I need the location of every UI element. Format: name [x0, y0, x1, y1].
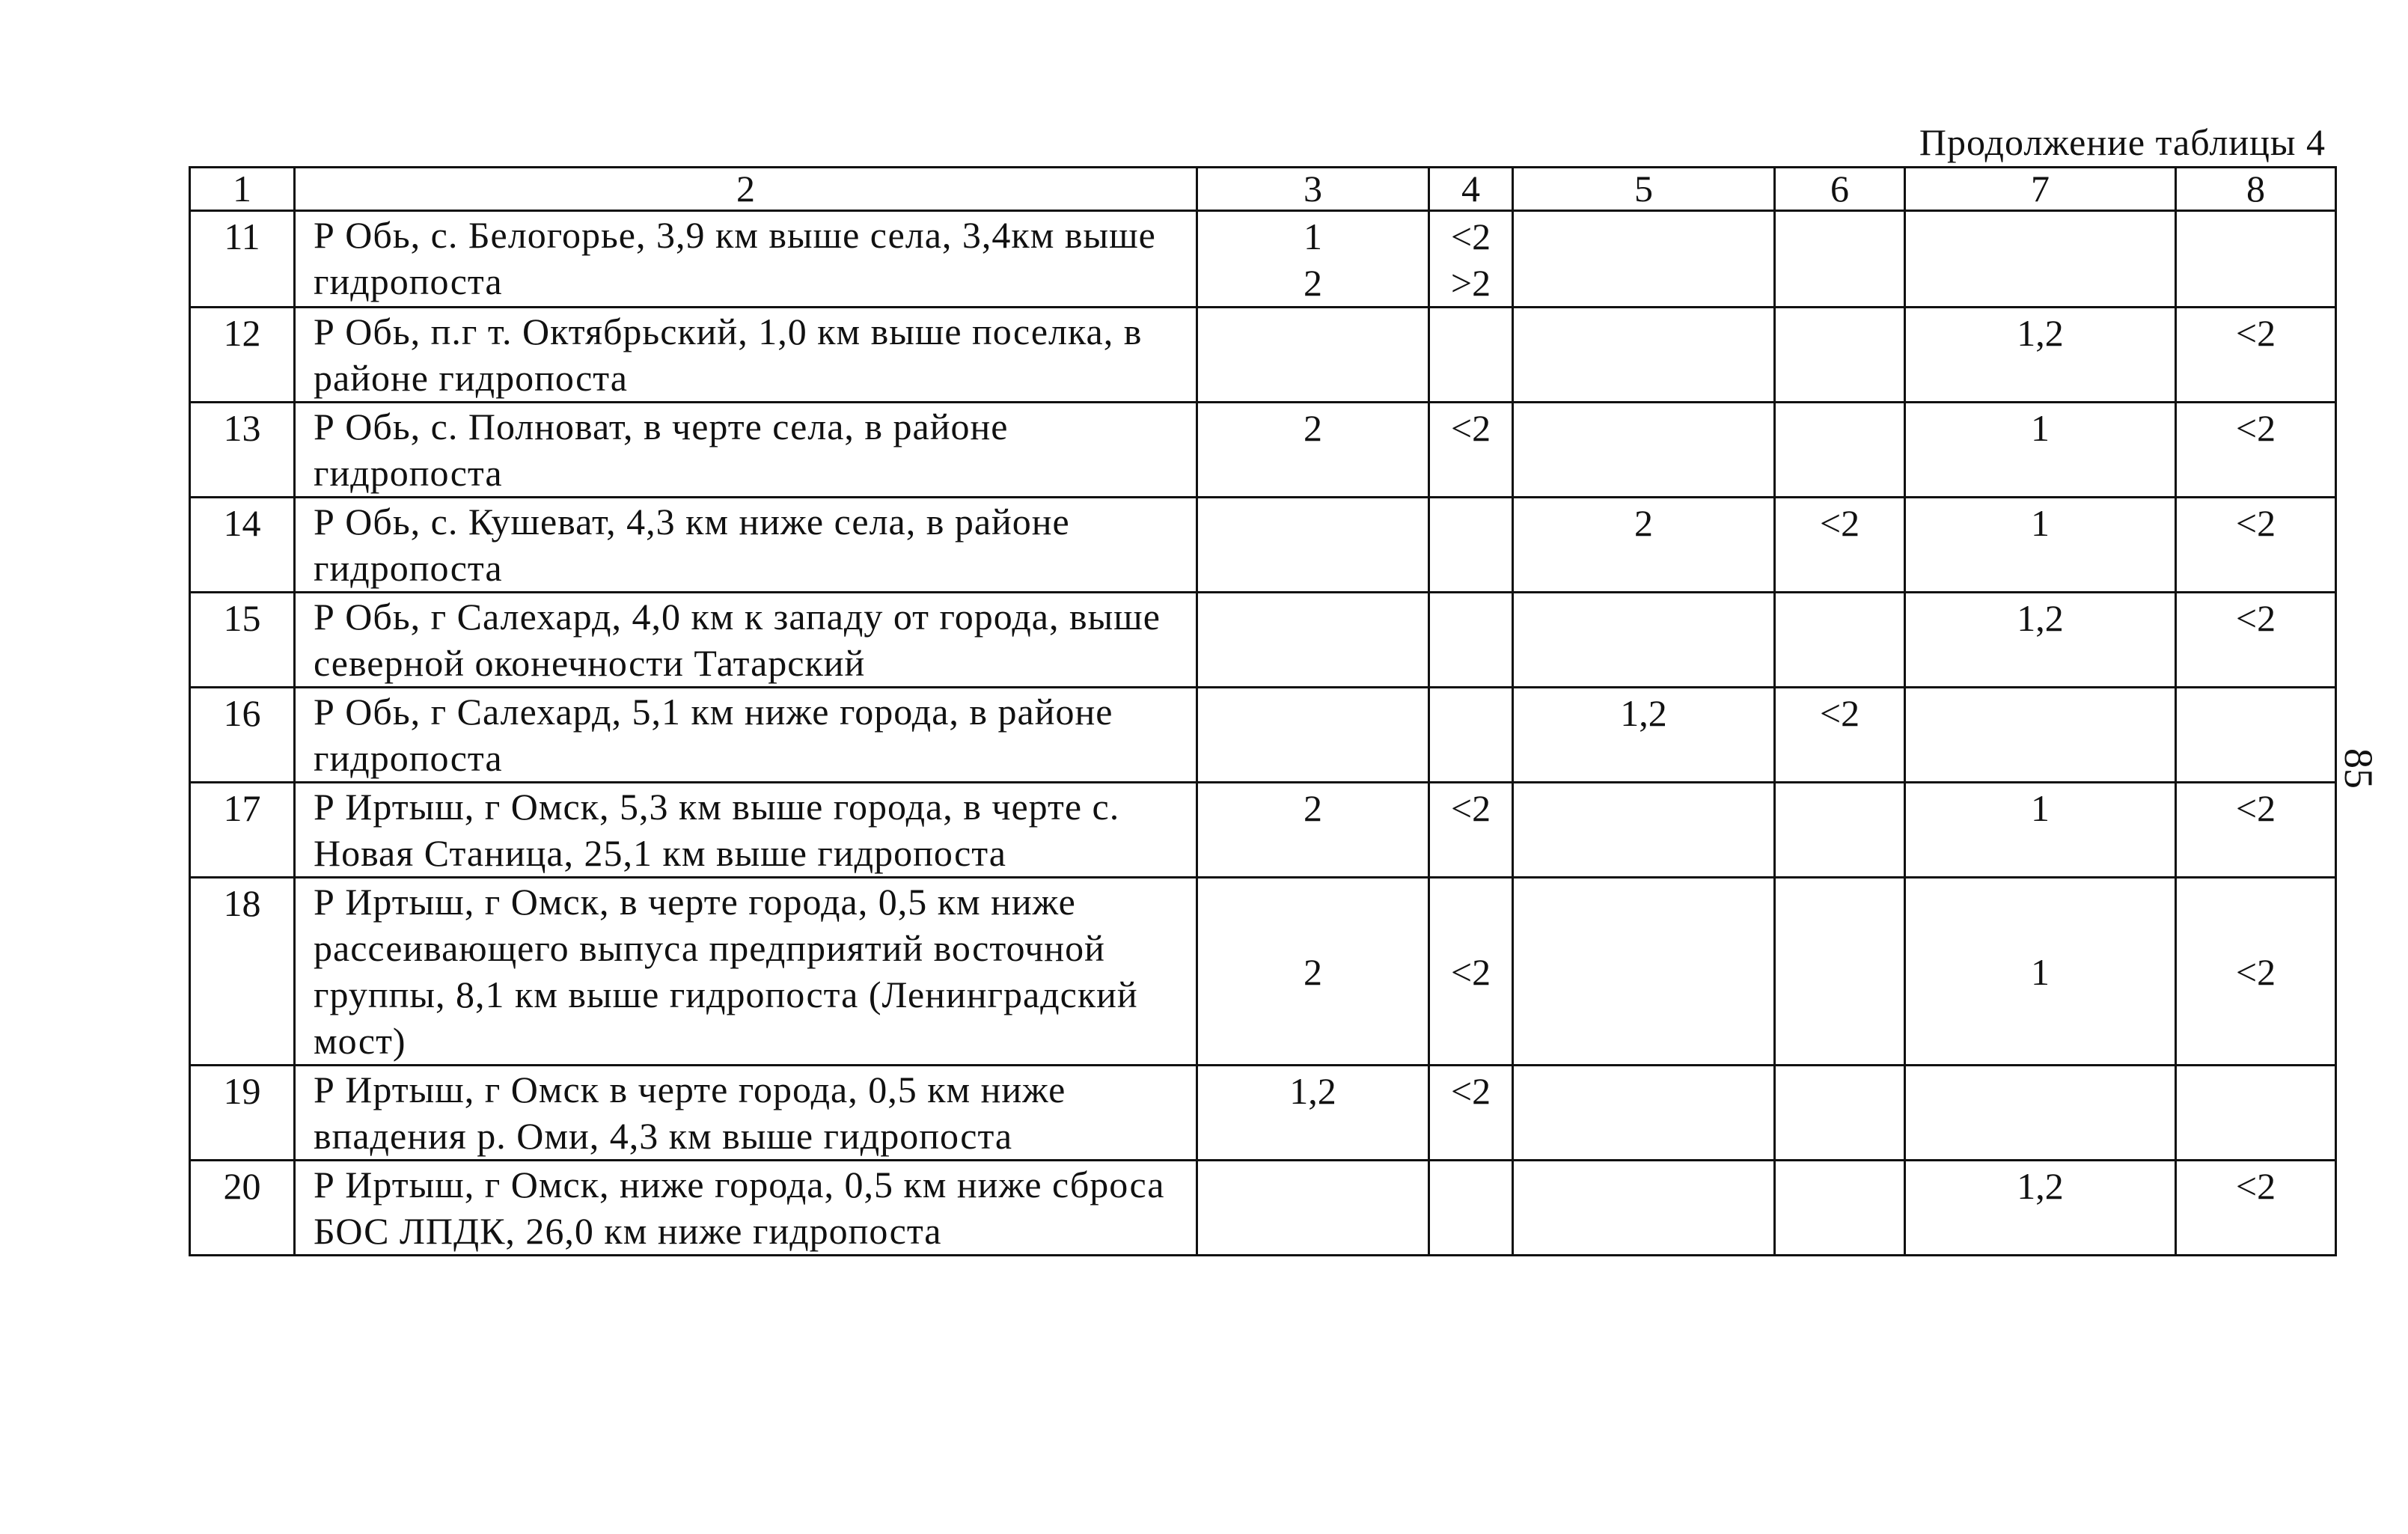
cell-col-6	[1775, 1066, 1905, 1161]
cell-value: 1,2	[2017, 312, 2064, 354]
cell-value: <2	[1450, 407, 1491, 449]
cell-value: 2	[1634, 502, 1653, 544]
cell-col-4	[1429, 878, 1513, 1066]
cell-col-5	[1513, 498, 1775, 593]
cell-col-8	[2176, 783, 2336, 878]
cell-value: <2	[2235, 407, 2276, 449]
station-description: Р Иртыш, г Омск в черте города, 0,5 км ниже впадения р. Оми, 4,3 км выше гидропоста	[295, 1066, 1197, 1161]
cell-col-6	[1775, 783, 1905, 878]
station-description: Р Иртыш, г Омск, ниже города, 0,5 км ниже сброса БОС ЛПДК, 26,0 км ниже гидропоста	[295, 1161, 1197, 1256]
stations-table	[189, 166, 2337, 1256]
table-row	[190, 688, 2336, 783]
column-header-2: 2	[295, 168, 1197, 211]
station-description: Р Обь, г Салехард, 4,0 км к западу от города, выше северной оконечности Татарский	[295, 593, 1197, 688]
cell-col-3	[1197, 688, 1429, 783]
cell-col-5	[1513, 593, 1775, 688]
cell-col-8	[2176, 498, 2336, 593]
cell-col-8	[2176, 878, 2336, 1066]
cell-value: <2	[2235, 312, 2276, 354]
row-number: 17	[190, 783, 295, 878]
cell-value: 1	[2031, 502, 2050, 544]
cell-col-5	[1513, 783, 1775, 878]
column-header-6: 6	[1775, 168, 1905, 211]
cell-value: <2	[2235, 597, 2276, 639]
cell-col-3	[1197, 593, 1429, 688]
cell-col-4	[1429, 783, 1513, 878]
station-description: Р Обь, с. Белогорье, 3,9 км выше села, 3,4км выше гидропоста	[295, 211, 1197, 308]
table-row	[190, 1066, 2336, 1161]
cell-col-4	[1429, 498, 1513, 593]
cell-col-5	[1513, 308, 1775, 403]
cell-value: <2	[2235, 502, 2276, 544]
cell-col-7	[1905, 688, 2176, 783]
table-row	[190, 403, 2336, 498]
cell-value: 1,2	[1289, 1070, 1336, 1112]
cell-col-7	[1905, 593, 2176, 688]
column-header-8: 8	[2176, 168, 2336, 211]
table-row	[190, 593, 2336, 688]
cell-col-6	[1775, 593, 1905, 688]
table-row	[190, 1161, 2336, 1256]
cell-value: <2	[1450, 951, 1491, 993]
column-header-3: 3	[1197, 168, 1429, 211]
cell-value: 2	[1304, 787, 1322, 829]
cell-col-7	[1905, 403, 2176, 498]
cell-value: 1,2	[2017, 1165, 2064, 1207]
table-row	[190, 308, 2336, 403]
cell-col-4	[1429, 403, 1513, 498]
cell-col-8	[2176, 308, 2336, 403]
row-number: 18	[190, 878, 295, 1066]
cell-col-7	[1905, 1066, 2176, 1161]
station-description: Р Иртыш, г Омск, в черте города, 0,5 км ниже рассеивающего выпуса предприятий восточной группы, 8,1 км выше гидропоста (Ленинградский мост)	[295, 878, 1197, 1066]
station-description: Р Обь, п.г т. Октябрьский, 1,0 км выше поселка, в районе гидропоста	[295, 308, 1197, 403]
column-header-4: 4	[1429, 168, 1513, 211]
cell-value: 1,2	[1620, 692, 1667, 734]
cell-col-5	[1513, 878, 1775, 1066]
cell-value: 1	[2031, 787, 2050, 829]
cell-col-5	[1513, 211, 1775, 308]
table-row	[190, 783, 2336, 878]
cell-col-6	[1775, 878, 1905, 1066]
row-number: 14	[190, 498, 295, 593]
page-number: 85	[2336, 748, 2381, 789]
cell-value: 2	[1304, 262, 1322, 304]
row-number: 16	[190, 688, 295, 783]
station-description: Р Обь, г Салехард, 5,1 км ниже города, в районе гидропоста	[295, 688, 1197, 783]
cell-value: <2	[1450, 1070, 1491, 1112]
cell-col-6	[1775, 688, 1905, 783]
table-body	[190, 211, 2336, 1256]
cell-value: >2	[1450, 262, 1491, 304]
table-row	[190, 211, 2336, 308]
cell-value: 2	[1304, 407, 1322, 449]
cell-col-7	[1905, 498, 2176, 593]
table-caption: Продолжение таблицы 4	[1919, 121, 2326, 163]
column-header-5: 5	[1513, 168, 1775, 211]
cell-value: <2	[2235, 951, 2276, 993]
cell-col-8	[2176, 403, 2336, 498]
cell-col-3	[1197, 403, 1429, 498]
row-number: 11	[190, 211, 295, 308]
row-number: 12	[190, 308, 295, 403]
column-header-7: 7	[1905, 168, 2176, 211]
cell-col-4	[1429, 688, 1513, 783]
cell-col-6	[1775, 1161, 1905, 1256]
cell-col-8	[2176, 1066, 2336, 1161]
cell-col-4	[1429, 308, 1513, 403]
cell-col-4	[1429, 593, 1513, 688]
row-number: 13	[190, 403, 295, 498]
cell-col-4	[1429, 211, 1513, 308]
cell-col-3	[1197, 783, 1429, 878]
cell-value: 1	[2031, 951, 2050, 993]
cell-col-3	[1197, 1066, 1429, 1161]
row-number: 20	[190, 1161, 295, 1256]
cell-value: <2	[1819, 692, 1860, 734]
cell-col-3	[1197, 498, 1429, 593]
cell-col-3	[1197, 878, 1429, 1066]
station-description: Р Обь, с. Полноват, в черте села, в районе гидропоста	[295, 403, 1197, 498]
cell-col-5	[1513, 1066, 1775, 1161]
cell-col-3	[1197, 1161, 1429, 1256]
cell-col-4	[1429, 1066, 1513, 1161]
cell-col-7	[1905, 211, 2176, 308]
cell-col-8	[2176, 593, 2336, 688]
cell-col-8	[2176, 1161, 2336, 1256]
table-row	[190, 498, 2336, 593]
header-row	[190, 168, 2336, 211]
cell-col-7	[1905, 783, 2176, 878]
cell-col-5	[1513, 688, 1775, 783]
cell-col-7	[1905, 308, 2176, 403]
cell-value: <2	[2235, 1165, 2276, 1207]
station-description: Р Иртыш, г Омск, 5,3 км выше города, в черте с. Новая Станица, 25,1 км выше гидропоста	[295, 783, 1197, 878]
cell-col-6	[1775, 211, 1905, 308]
row-number: 15	[190, 593, 295, 688]
cell-value: 1,2	[2017, 597, 2064, 639]
cell-col-3	[1197, 211, 1429, 308]
cell-col-6	[1775, 308, 1905, 403]
cell-value: 1	[2031, 407, 2050, 449]
cell-col-5	[1513, 1161, 1775, 1256]
cell-col-5	[1513, 403, 1775, 498]
cell-col-3	[1197, 308, 1429, 403]
cell-value: 1	[1304, 216, 1322, 257]
cell-col-8	[2176, 688, 2336, 783]
column-header-1: 1	[190, 168, 295, 211]
cell-col-7	[1905, 878, 2176, 1066]
cell-col-6	[1775, 498, 1905, 593]
cell-value: <2	[1450, 216, 1491, 257]
cell-value: <2	[1450, 787, 1491, 829]
cell-value: <2	[1819, 502, 1860, 544]
station-description: Р Обь, с. Кушеват, 4,3 км ниже села, в районе гидропоста	[295, 498, 1197, 593]
cell-col-7	[1905, 1161, 2176, 1256]
cell-value: <2	[2235, 787, 2276, 829]
cell-col-6	[1775, 403, 1905, 498]
table-row	[190, 878, 2336, 1066]
cell-col-4	[1429, 1161, 1513, 1256]
row-number: 19	[190, 1066, 295, 1161]
cell-col-8	[2176, 211, 2336, 308]
cell-value: 2	[1304, 951, 1322, 993]
